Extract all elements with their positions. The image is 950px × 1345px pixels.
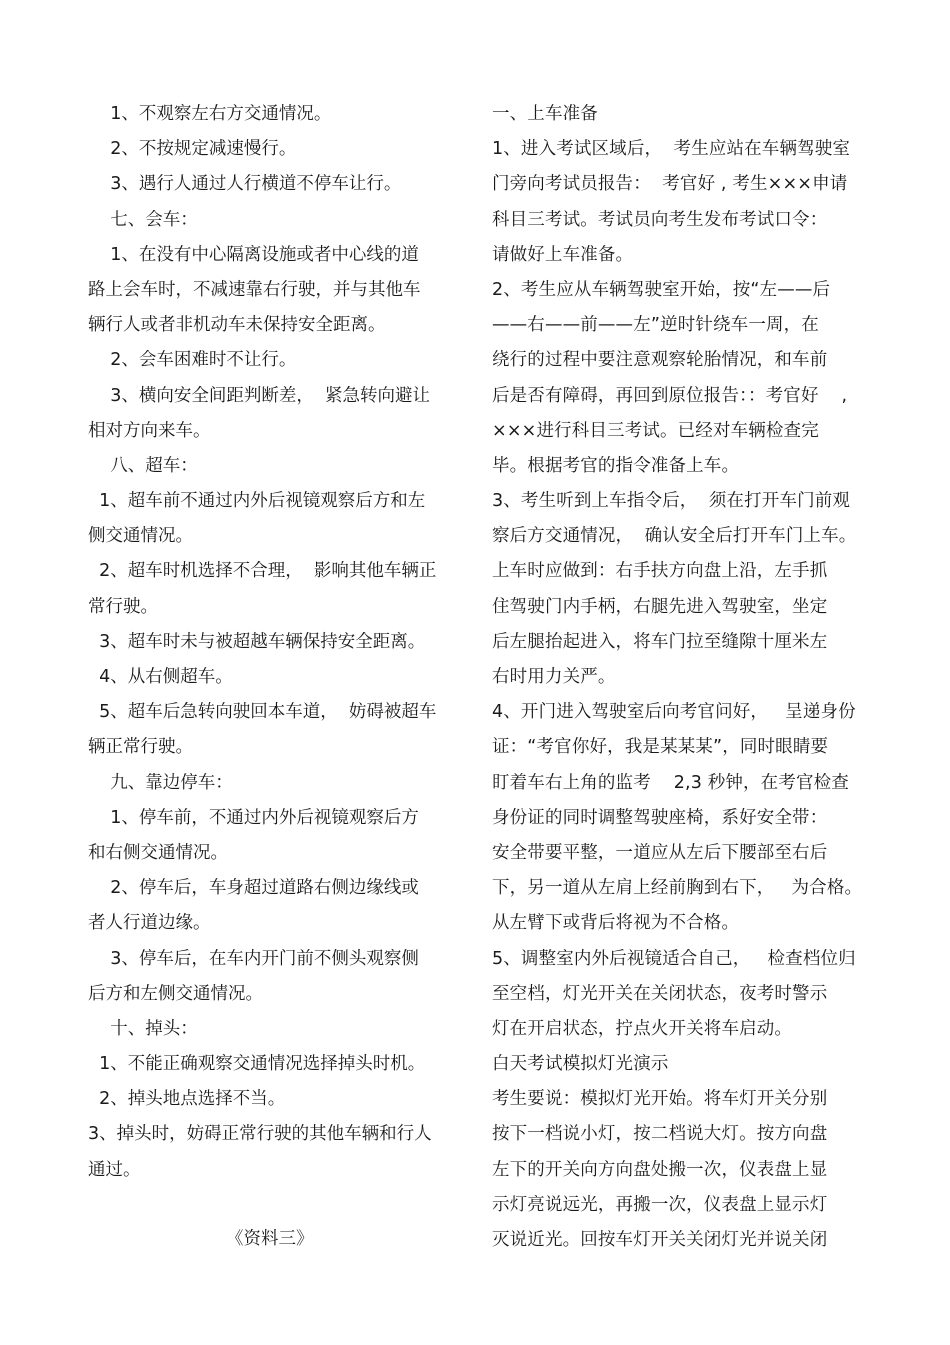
text-line: 常行驶。 (88, 596, 158, 617)
text-line: 相对方向来车。 (88, 420, 211, 441)
text-line: 2、不按规定减速慢行。 (88, 139, 297, 160)
text-line: 毕。根据考官的指令准备上车。 (492, 455, 740, 476)
text-line: 2、会车困难时不让行。 (88, 350, 297, 371)
section-heading: 九、靠边停车： (88, 772, 233, 793)
text-line: ×××进行科目三考试。已经对车辆检查完 (492, 420, 819, 441)
text-line: 5、调整室内外后视镜适合自己， 检查档位归 (492, 948, 856, 969)
text-line: 后方和左侧交通情况。 (88, 983, 263, 1004)
text-line: 后左腿抬起进入，将车门拉至缝隙十厘米左 (492, 631, 828, 652)
text-line: 1、在没有中心隔离设施或者中心线的道 (88, 244, 419, 265)
text-line: 者人行道边缘。 (88, 913, 211, 934)
text-line: 通过。 (88, 1159, 141, 1180)
text-line: ——右——前——左”逆时针绕车一周，在 (492, 315, 819, 336)
text-line: 灭说近光。回按车灯开关关闭灯光并说关闭 (492, 1230, 828, 1250)
text-line: 考生要说：模拟灯光开始。将车灯开关分别 (492, 1089, 828, 1110)
text-line: 4、从右侧超车。 (88, 667, 233, 687)
text-line: 1、进入考试区域后， 考生应站在车辆驾驶室 (492, 139, 851, 160)
text-line: 2、考生应从车辆驾驶室开始，按“左——后 (492, 279, 831, 300)
text-line: 左下的开关向方向盘处搬一次，仪表盘上显 (492, 1159, 828, 1180)
text-line: 辆正常行驶。 (88, 737, 193, 758)
text-line: 门旁向考试员报告： 考官好 , 考生×××申请 (492, 174, 848, 195)
text-line: 5、超车后急转向驶回本车道， 妨碍被超车 (88, 702, 437, 723)
section-heading: 白天考试模拟灯光演示 (492, 1054, 669, 1075)
text-line: 身份证的同时调整驾驶座椅，系好安全带： (492, 807, 828, 828)
text-line: 1、不观察左右方交通情况。 (88, 104, 332, 124)
text-line: 察后方交通情况， 确认安全后打开车门上车。 (492, 526, 857, 547)
text-line: 3、横向安全间距判断差， 紧急转向避让 (88, 385, 431, 406)
text-line: 下，另一道从左肩上经前胸到右下， 为合格。 (492, 878, 863, 899)
text-line: 示灯亮说远光，再搬一次，仪表盘上显示灯 (492, 1194, 828, 1215)
text-line: 按下一档说小灯，按二档说大灯。按方向盘 (492, 1124, 828, 1145)
left-text-column (88, 97, 460, 1188)
text-line: 后是否有障碍，再回到原位报告：：考官好 , (492, 385, 848, 406)
text-line: 2、停车后，车身超过道路右侧边缘线或 (88, 878, 419, 899)
text-line: 科目三考试。考试员向考生发布考试口令： (492, 209, 828, 230)
text-line: 路上会车时，不减速靠右行驶，并与其他车 (88, 279, 421, 300)
text-line: 安全带要平整，一道应从左后下腰部至右后 (492, 842, 828, 863)
text-line: 2、掉头地点选择不当。 (88, 1089, 286, 1110)
text-line: 灯在开启状态，拧点火开关将车启动。 (492, 1018, 793, 1039)
text-line: 盯着车右上角的监考 2,3 秒钟，在考官检查 (492, 772, 849, 793)
text-line: 右时用力关严。 (492, 667, 616, 687)
text-line: 3、超车时未与被超越车辆保持安全距离。 (88, 631, 426, 652)
text-line: 3、停车后，在车内开门前不侧头观察侧 (88, 948, 419, 969)
text-line: 绕行的过程中要注意观察轮胎情况，和车前 (492, 350, 828, 371)
text-line: 1、超车前不通过内外后视镜观察后方和左 (88, 491, 426, 512)
text-line: 至空档，灯光开关在关闭状态，夜考时警示 (492, 983, 828, 1004)
text-line: 请做好上车准备。 (492, 244, 634, 265)
section-heading: 十、掉头： (88, 1018, 198, 1039)
text-line: 侧交通情况。 (88, 526, 193, 547)
text-line: 和右侧交通情况。 (88, 842, 228, 863)
text-line: 1、不能正确观察交通情况选择掉头时机。 (88, 1054, 426, 1075)
text-line: 4、开门进入驾驶室后向考官问好， 呈递身份 (492, 702, 856, 723)
footer-caption: 《资料三》 (226, 1229, 314, 1249)
text-line: 辆行人或者非机动车未保持安全距离。 (88, 315, 386, 336)
section-heading: 一、上车准备 (492, 104, 598, 124)
text-line: 3、掉头时，妨碍正常行驶的其他车辆和行人 (88, 1124, 432, 1145)
text-line: 1、停车前，不通过内外后视镜观察后方 (88, 807, 419, 828)
right-text-column (492, 97, 864, 1258)
text-line: 从左臂下或背后将视为不合格。 (492, 913, 740, 934)
text-line: 3、考生听到上车指令后， 须在打开车门前观 (492, 491, 851, 512)
text-line: 2、超车时机选择不合理， 影响其他车辆正 (88, 561, 437, 582)
text-line: 3、遇行人通过人行横道不停车让行。 (88, 174, 402, 195)
section-heading: 八、超车： (88, 455, 198, 476)
text-line: 证：“考官你好，我是某某某”，同时眼睛要 (492, 737, 829, 758)
section-heading: 七、会车： (88, 209, 198, 230)
text-line: 住驾驶门内手柄，右腿先进入驾驶室，坐定 (492, 596, 828, 617)
text-line: 上车时应做到：右手扶方向盘上沿，左手抓 (492, 561, 828, 582)
